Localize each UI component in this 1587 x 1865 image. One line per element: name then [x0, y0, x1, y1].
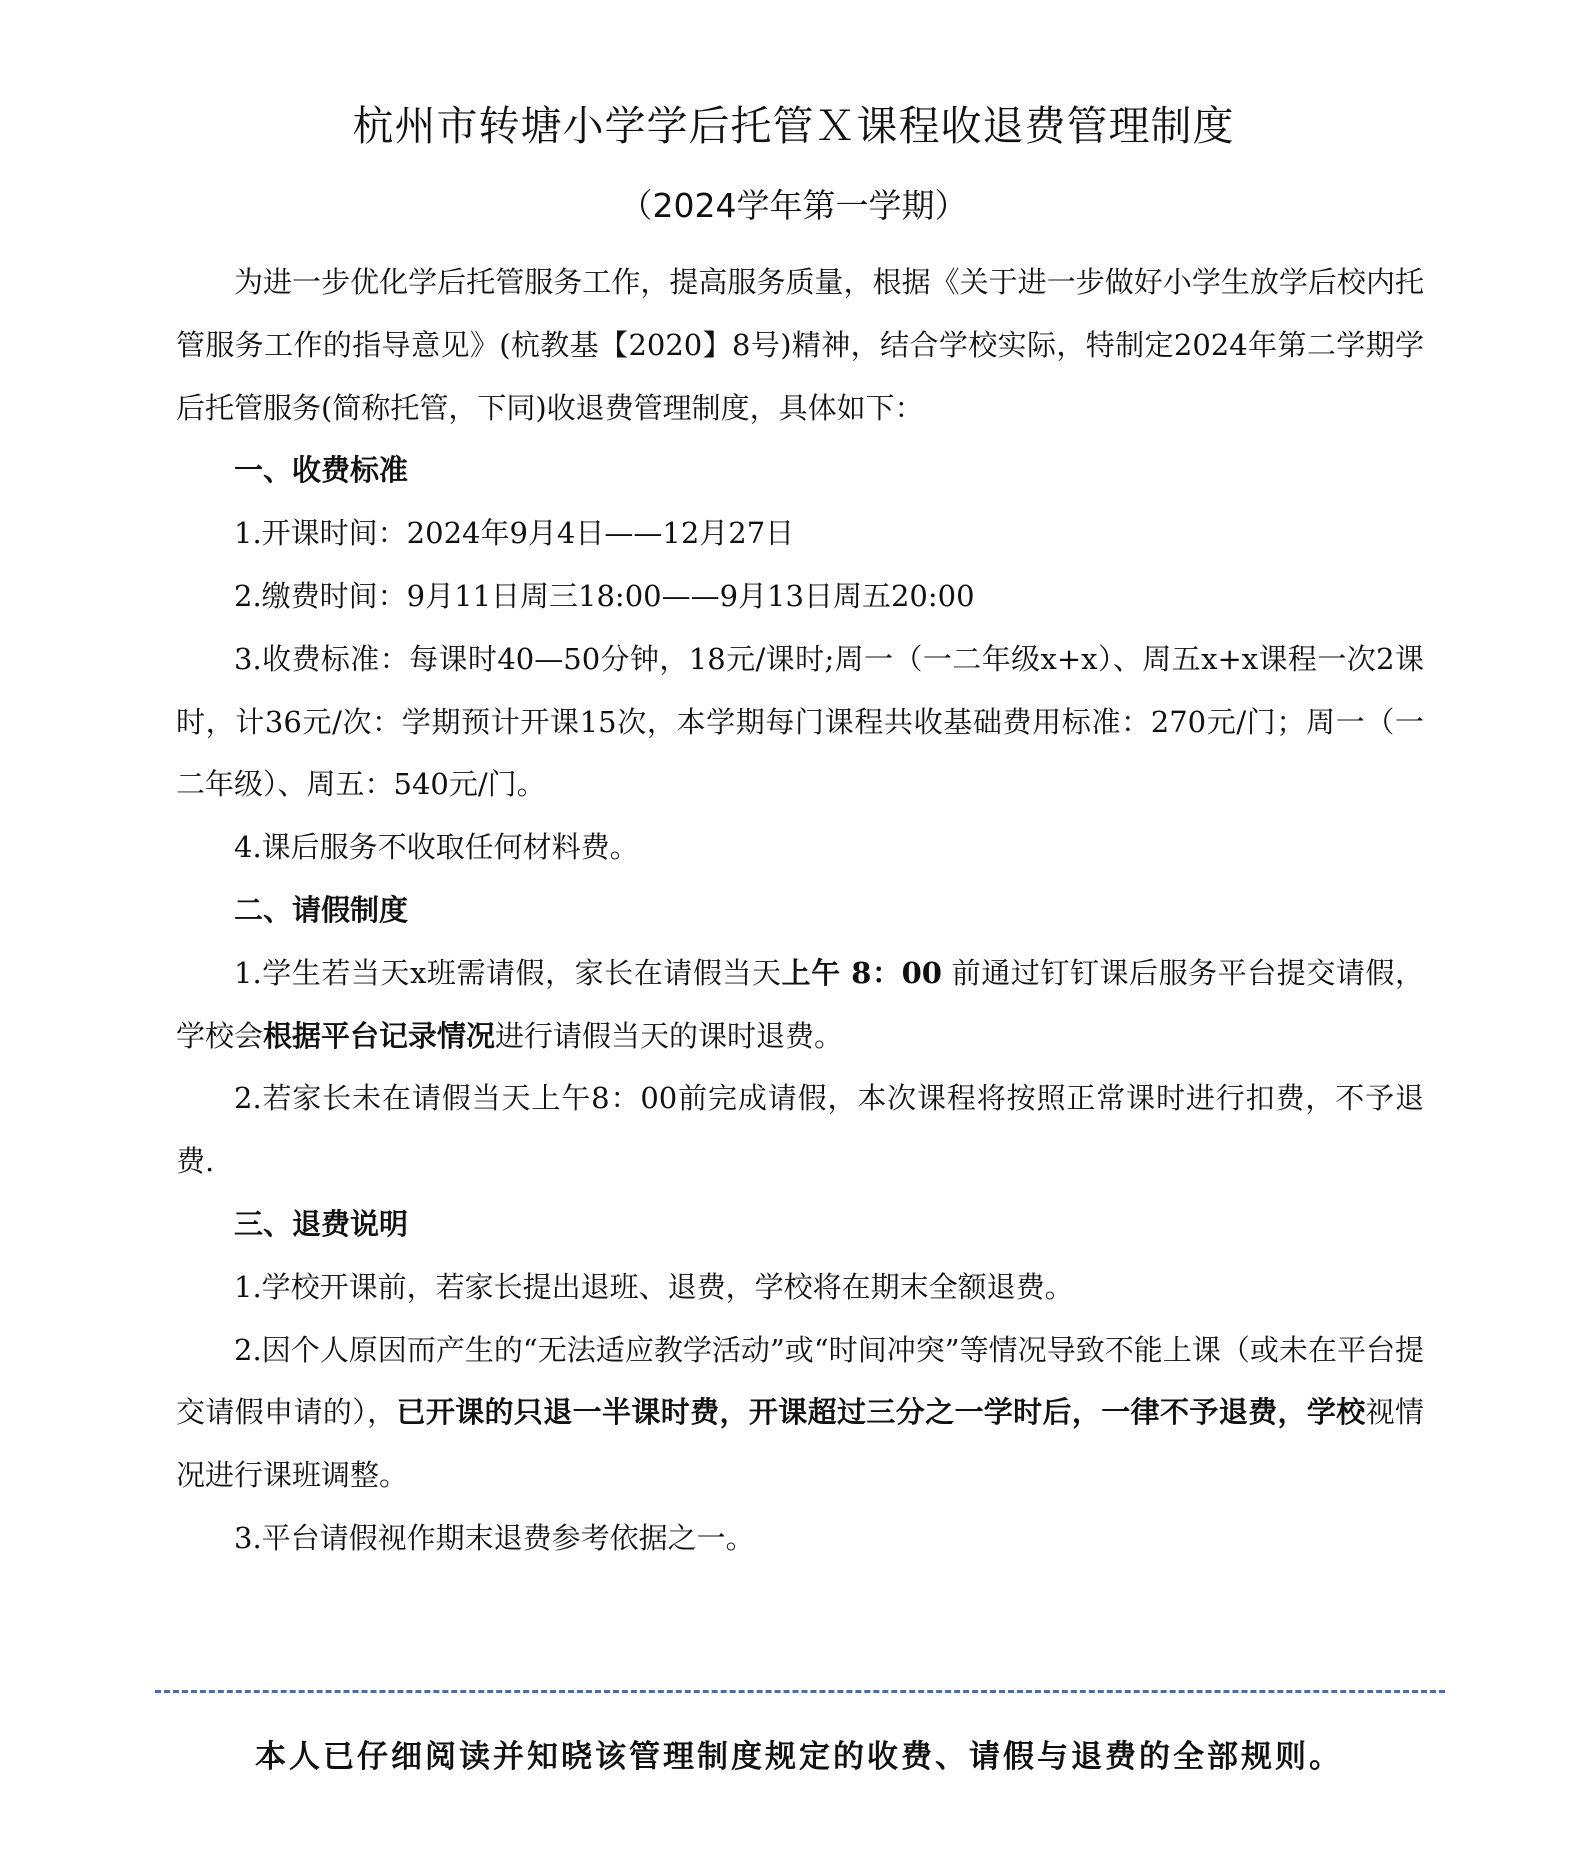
- section-3-item-1: 1.学校开课前，若家长提出退班、退费，学校将在期末全额退费。: [234, 1269, 1074, 1304]
- dashed-divider: [155, 1690, 1445, 1693]
- section-3-item-2-text-c: 视情况进行课班调整。: [176, 1395, 1424, 1493]
- section-1-heading: 一、收费标准: [234, 453, 409, 488]
- section-3-heading: 三、退费说明: [234, 1206, 409, 1241]
- section-2-item-1-text-a: 1.学生若当天x班需请假，家长在请假当天: [234, 955, 782, 990]
- section-1-item-4: 4.课后服务不收取任何材料费。: [234, 830, 639, 865]
- section-2-item-1-time-bold: 上午 8：00: [781, 955, 942, 990]
- acknowledgement-statement: 本人已仔细阅读并知晓该管理制度规定的收费、请假与退费的全部规则。: [255, 1739, 1343, 1775]
- section-2-item-1: [176, 942, 1424, 1068]
- document-subtitle: （2024学年第一学期）: [619, 186, 968, 225]
- section-1-item-3: 3.收费标准：每课时40—50分钟，18元/课时;周一（一二年级x+x）、周五x+x课程一次2课时，计36元/次：学期预计开课15次，本学期每门课程共收基础费用标准：270元/门；周一（一二年级）、周五：540元/门。: [176, 641, 1424, 802]
- intro-paragraph: 为进一步优化学后托管服务工作，提高服务质量，根据《关于进一步做好小学生放学后校内托管服务工作的指导意见》(杭教基【2020】8号)精神，结合学校实际，特制定2024年第二学期学后托管服务(简称托管，下同)收退费管理制度，具体如下：: [176, 265, 1424, 425]
- section-3-item-2-bold: 已开课的只退一半课时费，开课超过三分之一学时后，一律不予退费，学校: [396, 1395, 1366, 1430]
- section-3-item-2: [176, 1319, 1424, 1507]
- document-title: 杭州市转塘小学学后托管Ｘ课程收退费管理制度: [352, 102, 1235, 150]
- section-2-item-1-text-e: 进行请假当天的课时退费。: [495, 1018, 844, 1053]
- section-2-item-1-text-c: 前通过钉钉课后服务平台提交请假，学校会: [176, 955, 1424, 1053]
- section-2-item-1-record-bold: 根据平台记录情况: [263, 1018, 496, 1053]
- document-body: [176, 251, 1424, 1570]
- section-1-item-1: 1.开课时间：2024年9月4日——12月27日: [234, 516, 795, 551]
- section-3-item-3: 3.平台请假视作期末退费参考依据之一。: [234, 1520, 755, 1555]
- section-1-item-2: 2.缴费时间：9月11日周三18:00——9月13日周五20:00: [234, 578, 975, 613]
- section-2-heading: 二、请假制度: [234, 892, 409, 927]
- section-2-item-2: 2.若家长未在请假当天上午8：00前完成请假，本次课程将按照正常课时进行扣费，不予退费.: [176, 1081, 1424, 1179]
- section-3-item-2-text-a: 2.因个人原因而产生的“无法适应教学活动”或“时间冲突”等情况导致不能上课（或未在平台提交请假申请的），: [176, 1332, 1424, 1430]
